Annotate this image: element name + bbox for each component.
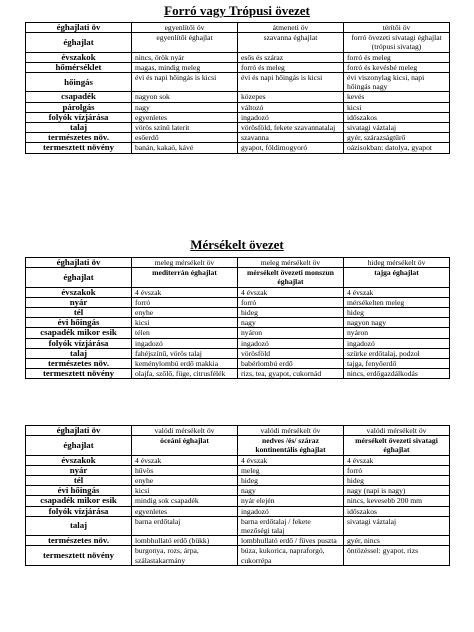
table-row (26, 62, 450, 72)
section-title-tropical: Forró vagy Trópusi övezet (164, 3, 310, 18)
table-cell: tajga, fenyőerdő (344, 359, 450, 369)
table-row (26, 506, 450, 516)
table-cell: enyhe (132, 476, 238, 486)
table-cell: lombhullató erdő / füves puszta (238, 536, 344, 546)
table-cell: burgonya, rozs, árpa, szálastakarmány (132, 546, 238, 565)
section-title-temperate: Mérsékelt övezet (190, 237, 284, 252)
table-cell: nincs, örök nyár (132, 52, 238, 62)
table-cell: keménylombú erdő makkia (132, 359, 238, 369)
table-cell: nyár elején (238, 496, 344, 506)
row-label: tél (26, 308, 132, 318)
row-label: termesztett növény (26, 143, 132, 153)
table-cell: kicsi (344, 102, 450, 112)
table-cell: nyáron (238, 328, 344, 338)
table-cell: egyenletes (132, 506, 238, 516)
row-label: hőmérséklet (26, 62, 132, 72)
table-cell: nagy (napi is nagy) (344, 486, 450, 496)
table-cell: szavanna éghajlat (238, 33, 344, 52)
row-label: tél (26, 476, 132, 486)
table-cell: egyenlítői éghajlat (132, 33, 238, 52)
table-cell: 4 évszak (344, 455, 450, 465)
table-cell: forró (238, 297, 344, 307)
table-cell: oázisokban: datolya, gyapot (344, 143, 450, 153)
row-label: éghajlat (26, 268, 132, 287)
table-temperate-true (25, 425, 450, 566)
table-cell: magas, mindig meleg (132, 62, 238, 72)
table-cell: ingadozó (344, 338, 450, 348)
table-cell: közepes (238, 92, 344, 102)
table-cell: hűvös (132, 465, 238, 475)
row-label: párolgás (26, 102, 132, 112)
row-label: folyók vízjárása (26, 112, 132, 122)
table-cell: mindig sok csapadék (132, 496, 238, 506)
table-cell: meleg (238, 465, 344, 475)
table-cell: nyáron (344, 328, 450, 338)
table-row (26, 23, 450, 33)
table-cell: vörös színű laterit (132, 123, 238, 133)
row-label: éghajlati öv (26, 426, 132, 436)
table-cell: forró és meleg (238, 62, 344, 72)
row-label: csapadék mikor esik (26, 328, 132, 338)
table-cell: valódi mérsékelt öv (132, 426, 238, 436)
table-cell: időszakos (344, 112, 450, 122)
row-label: termesztett növény (26, 546, 132, 565)
table-row (26, 436, 450, 455)
table-cell: forró és meleg (344, 52, 450, 62)
row-label: természetes növ. (26, 536, 132, 546)
table-cell: valódi mérsékelt öv (344, 426, 450, 436)
table-cell: ingadozó (238, 338, 344, 348)
table-cell: gyér, nincs (344, 536, 450, 546)
table-cell: vörösföld (238, 348, 344, 358)
table-cell: tajga éghajlat (344, 268, 450, 287)
table-row (26, 308, 450, 318)
table-row (26, 476, 450, 486)
table-cell: télen (132, 328, 238, 338)
table-cell: nincs, erdőgazdálkodás (344, 369, 450, 379)
table-row (26, 465, 450, 475)
table-row (26, 359, 450, 369)
table-cell: hideg (238, 476, 344, 486)
row-label: természetes növ. (26, 133, 132, 143)
table-cell: búza, kukorica, napraforgó, cukorrépa (238, 546, 344, 565)
table-cell: vörösföld, fekete szavannatalaj (238, 123, 344, 133)
table-row (26, 133, 450, 143)
table-cell: szürke erdőtalaj, podzol (344, 348, 450, 358)
table-cell: forró (132, 297, 238, 307)
row-label: természetes növ. (26, 359, 132, 369)
table-row (26, 486, 450, 496)
table-row (26, 455, 450, 465)
table-cell: barna erdőtalaj / fekete mezőségi talaj (238, 516, 344, 535)
table-tropical (25, 22, 450, 154)
table-cell: esőerdő (132, 133, 238, 143)
row-label: évi hőingás (26, 318, 132, 328)
table-row (26, 92, 450, 102)
table-cell: valódi mérsékelt öv (238, 426, 344, 436)
table-row (26, 536, 450, 546)
table-cell: olajfa, szőlő, füge, citrusfélék (132, 369, 238, 379)
table-row (26, 258, 450, 268)
row-label: éghajlat (26, 33, 132, 52)
row-label: évi hőingás (26, 486, 132, 496)
table-row (26, 348, 450, 358)
table-row (26, 496, 450, 506)
table-cell: mérsékelt övezeti monszun éghajlat (238, 268, 344, 287)
table-cell: 4 évszak (238, 287, 344, 297)
table-cell: egyenletes (132, 112, 238, 122)
table-cell: mérsékelt övezeti sivatagi éghajlat (344, 436, 450, 455)
table-cell: kicsi (132, 486, 238, 496)
row-label: éghajlati öv (26, 258, 132, 268)
table-cell: szavanna (238, 133, 344, 143)
table-row (26, 338, 450, 348)
row-label: nyár (26, 465, 132, 475)
table-cell: ingadozó (238, 506, 344, 516)
table-cell: lombhullató erdő (bükk) (132, 536, 238, 546)
table-cell: sivatagi váztalaj (344, 123, 450, 133)
table-cell: hideg (344, 476, 450, 486)
row-label: éghajlati öv (26, 23, 132, 33)
table-cell: időszakos (344, 506, 450, 516)
row-label: folyók vízjárása (26, 338, 132, 348)
table-cell: nincs, kevesebb 200 mm (344, 496, 450, 506)
table-cell: hideg mérsékelt öv (344, 258, 450, 268)
table-cell: esős és száraz (238, 52, 344, 62)
table-cell: babérlombú erdő (238, 359, 344, 369)
table-cell: forró övezeti sivatagi éghajlat (trópusi sivatag) (344, 33, 450, 52)
row-label: éghajlat (26, 436, 132, 455)
table-row (26, 516, 450, 535)
table-row (26, 546, 450, 565)
table-cell: mérsékelten meleg (344, 297, 450, 307)
table-cell: nagy (132, 102, 238, 112)
table-cell: mediterrán éghajlat (132, 268, 238, 287)
table-cell: nagyon nagy (344, 318, 450, 328)
table-cell: öntözéssel: gyapot, rizs (344, 546, 450, 565)
table-cell: hideg (344, 308, 450, 318)
row-label: talaj (26, 348, 132, 358)
table-cell: 4 évszak (238, 455, 344, 465)
table-cell: nagyon sok (132, 92, 238, 102)
row-label: évszakok (26, 287, 132, 297)
table-cell: változó (238, 102, 344, 112)
table-row (26, 52, 450, 62)
row-label: csapadék mikor esik (26, 496, 132, 506)
row-label: évszakok (26, 52, 132, 62)
row-label: talaj (26, 123, 132, 133)
table-cell: évi és napi hőingás is kicsi (238, 73, 344, 92)
table-cell: átmeneti öv (238, 23, 344, 33)
table-row (26, 369, 450, 379)
table-cell: nagy (238, 318, 344, 328)
row-label: folyók vízjárása (26, 506, 132, 516)
table-cell: forró (344, 465, 450, 475)
table-cell: nagy (238, 486, 344, 496)
table-row (26, 287, 450, 297)
row-label: évszakok (26, 455, 132, 465)
row-label: nyár (26, 297, 132, 307)
table-row (26, 318, 450, 328)
table-cell: 4 évszak (132, 455, 238, 465)
row-label: hőingás (26, 73, 132, 92)
table-row (26, 73, 450, 92)
table-cell: gyér, szárazságtűrő (344, 133, 450, 143)
table-cell: sivatagi váztalaj (344, 516, 450, 535)
table-cell: rizs, tea, gyapot, cukornád (238, 369, 344, 379)
row-label: talaj (26, 516, 132, 535)
table-cell: meleg mérsékelt öv (132, 258, 238, 268)
table-cell: nedves /és/ száraz kontinentális éghajlat (238, 436, 344, 455)
table-cell: óceáni éghajlat (132, 436, 238, 455)
table-row (26, 268, 450, 287)
table-cell: ingadozó (238, 112, 344, 122)
table-cell: ingadozó (132, 338, 238, 348)
table-row (26, 123, 450, 133)
table-cell: kevés (344, 92, 450, 102)
table-cell: barna erdőtalaj (132, 516, 238, 535)
table-row (26, 328, 450, 338)
table-row (26, 33, 450, 52)
table-cell: hideg (238, 308, 344, 318)
table-temperate-warm-cold (25, 257, 450, 379)
table-cell: térítői öv (344, 23, 450, 33)
table-row (26, 102, 450, 112)
table-cell: meleg mérsékelt öv (238, 258, 344, 268)
row-label: termesztett növény (26, 369, 132, 379)
table-cell: fahéjszínű, vörös talaj (132, 348, 238, 358)
row-label: csapadék (26, 92, 132, 102)
table-cell: banán, kakaó, kávé (132, 143, 238, 153)
table-cell: gyapot, földimogyoró (238, 143, 344, 153)
table-cell: enyhe (132, 308, 238, 318)
table-row (26, 112, 450, 122)
table-cell: 4 évszak (344, 287, 450, 297)
table-cell: forró és kevésbé meleg (344, 62, 450, 72)
table-cell: évi és napi hőingás is kicsi (132, 73, 238, 92)
table-row (26, 143, 450, 153)
table-cell: évi viszonylag kicsi, napi hőingás nagy (344, 73, 450, 92)
table-cell: 4 évszak (132, 287, 238, 297)
table-row (26, 426, 450, 436)
table-cell: egyenlítői öv (132, 23, 238, 33)
table-row (26, 297, 450, 307)
table-cell: kicsi (132, 318, 238, 328)
